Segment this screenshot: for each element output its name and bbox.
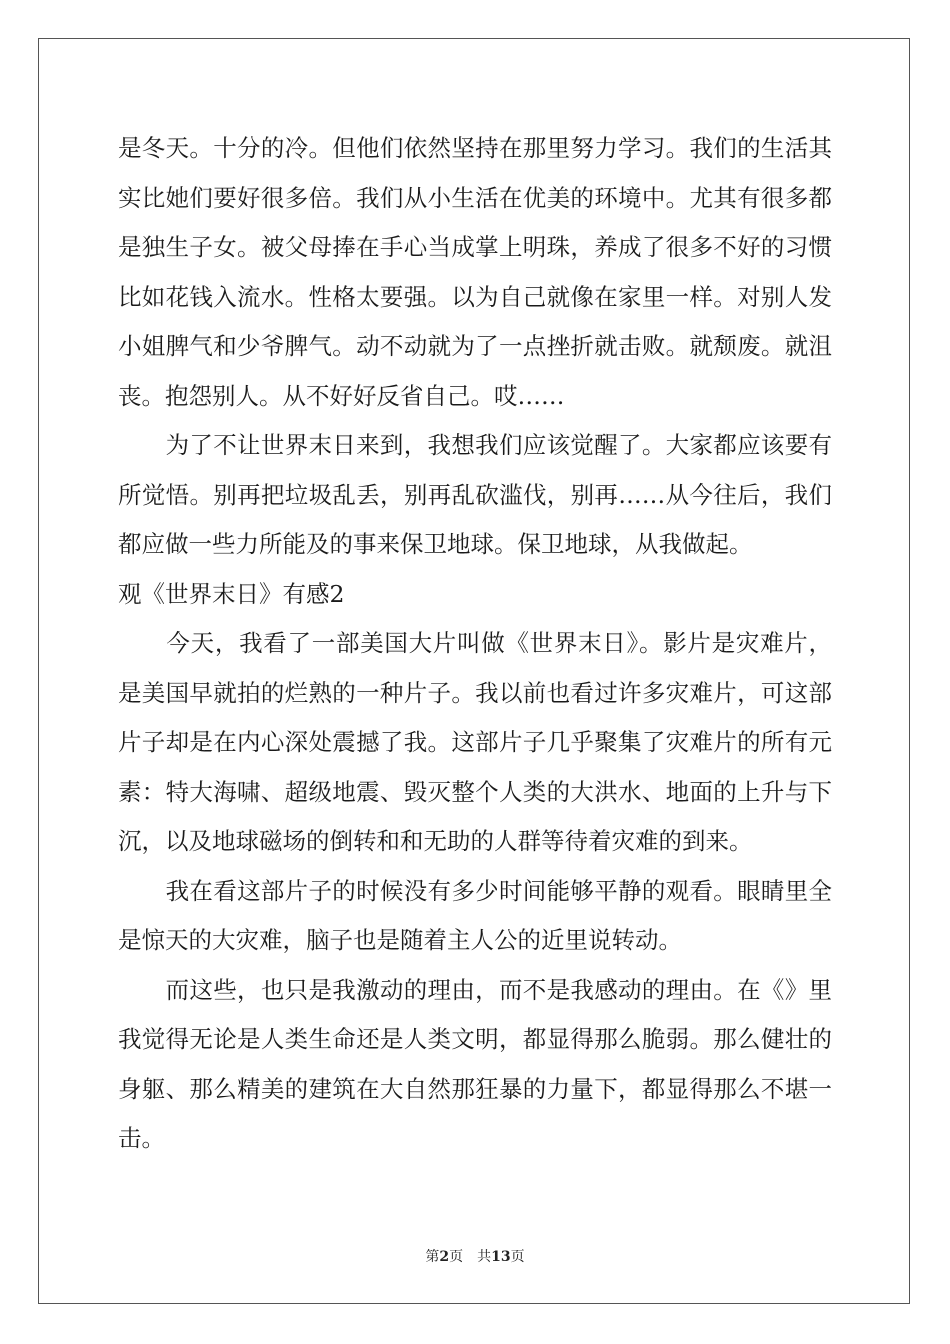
total-pages: 13: [491, 1249, 511, 1265]
section-heading: 观《世界末日》有感2: [118, 579, 345, 608]
total-prefix: 共: [477, 1249, 492, 1265]
text-line: 击。: [118, 1124, 165, 1152]
text-line: 为了不让世界末日来到，我想我们应该觉醒了。大家都应该要有: [118, 431, 832, 459]
text-line: 今天，我看了一部美国大片叫做《世界末日》。影片是灾难片，: [118, 629, 832, 657]
page-suffix: 页: [449, 1249, 464, 1265]
text-line: 素：特大海啸、超级地震、毁灭整个人类的大洪水、地面的上升与下: [118, 777, 832, 806]
text-line: 我觉得无论是人类生命还是人类文明，都显得那么脆弱。那么健壮的: [118, 1025, 832, 1053]
text-line: 是冬天。十分的冷。但他们依然坚持在那里努力学习。我们的生活其: [118, 134, 832, 162]
page-number: 2: [439, 1249, 450, 1265]
text-line: 而这些，也只是我激动的理由，而不是我感动的理由。在《》里: [118, 975, 832, 1004]
text-line: 身躯、那么精美的建筑在大自然那狂暴的力量下，都显得那么不堪一: [118, 1074, 832, 1103]
text-line: 我在看这部片子的时候没有多少时间能够平静的观看。眼睛里全: [118, 876, 832, 905]
text-line: 是美国早就拍的烂熟的一种片子。我以前也看过许多灾难片，可这部: [118, 678, 832, 707]
page-prefix: 第: [425, 1249, 440, 1265]
text-line: 沉，以及地球磁场的倒转和和无助的人群等待着灾难的到来。: [118, 827, 753, 855]
document-body: [118, 124, 832, 1164]
text-line: 实比她们要好很多倍。我们从小生活在优美的环境中。尤其有很多都: [118, 183, 832, 212]
text-line: 丧。抱怨别人。从不好好反省自己。哎……: [118, 381, 565, 410]
text-line: 所觉悟。别再把垃圾乱丢，别再乱砍滥伐，别再……从今往后，我们: [118, 480, 832, 509]
text-line: 比如花钱入流水。性格太要强。以为自己就像在家里一样。对别人发: [118, 282, 832, 311]
text-line: 都应做一些力所能及的事来保卫地球。保卫地球，从我做起。: [118, 530, 753, 558]
text-line: 是惊天的大灾难，脑子也是随着主人公的近里说转动。: [118, 926, 682, 954]
page-footer: [0, 1248, 950, 1266]
text-line: 是独生子女。被父母捧在手心当成掌上明珠，养成了很多不好的习惯: [118, 233, 832, 261]
total-suffix: 页: [510, 1249, 525, 1265]
text-line: 小姐脾气和少爷脾气。动不动就为了一点挫折就击败。就颓废。就沮: [118, 332, 832, 360]
text-line: 片子却是在内心深处震撼了我。这部片子几乎聚集了灾难片的所有元: [118, 728, 832, 756]
